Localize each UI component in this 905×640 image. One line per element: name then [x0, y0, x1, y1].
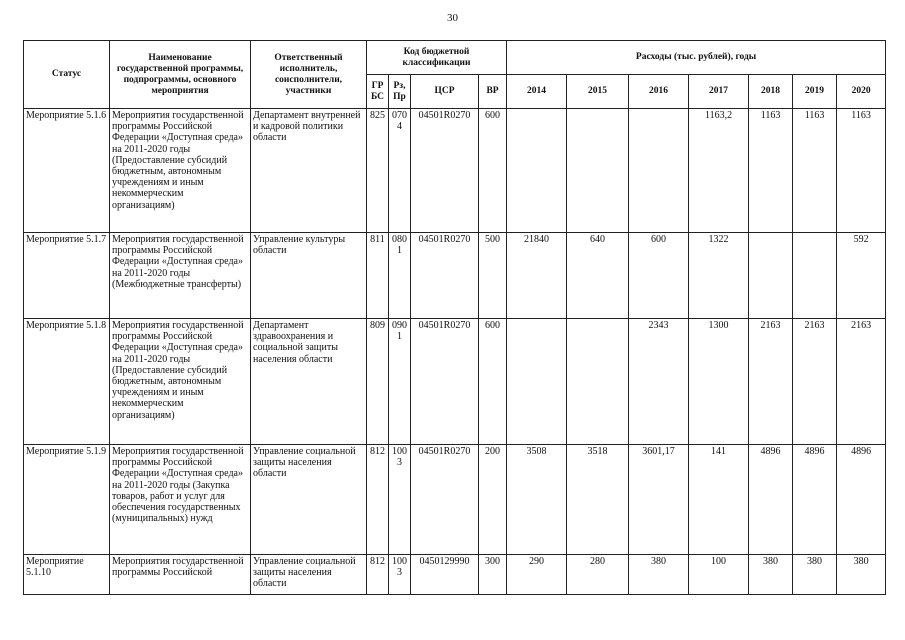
- row-status: Мероприятие 5.1.6: [24, 109, 110, 233]
- row-value: 3518: [567, 445, 629, 555]
- header-year: 2014: [507, 75, 567, 109]
- row-value: 380: [749, 555, 793, 595]
- row-value: 3601,17: [629, 445, 689, 555]
- row-name: Мероприятия государственной программы Российской Федерации «Доступная среда» на 2011-2020 годы (Закупка товаров, работ и услуг для обеспечения государственных (муниципальных) нужд: [110, 445, 251, 555]
- row-status: Мероприятие 5.1.10: [24, 555, 110, 595]
- row-vr: 600: [479, 109, 507, 233]
- table-row: [24, 109, 886, 233]
- header-executor: Ответственный исполнитель, соисполнители, участники: [251, 41, 367, 109]
- header-rzpr: Рз, Пр: [389, 75, 411, 109]
- row-rzpr: 0901: [389, 319, 411, 445]
- row-rzpr: 1003: [389, 445, 411, 555]
- budget-table: [23, 40, 886, 595]
- row-value: [507, 319, 567, 445]
- row-rzpr: 0801: [389, 233, 411, 319]
- row-value: [629, 109, 689, 233]
- row-grbs: 812: [367, 445, 389, 555]
- header-expenses: Расходы (тыс. рублей), годы: [507, 41, 886, 75]
- table-row: [24, 445, 886, 555]
- row-value: 1163: [837, 109, 886, 233]
- row-value: 2163: [837, 319, 886, 445]
- row-value: 380: [629, 555, 689, 595]
- row-executor: Управление культуры области: [251, 233, 367, 319]
- row-csr: 0450129990: [411, 555, 479, 595]
- row-value: 4896: [749, 445, 793, 555]
- row-executor: Управление социальной защиты населения области: [251, 555, 367, 595]
- row-status: Мероприятие 5.1.7: [24, 233, 110, 319]
- header-year: 2020: [837, 75, 886, 109]
- row-executor: Департамент внутренней и кадровой политики области: [251, 109, 367, 233]
- page-number: 30: [447, 12, 458, 24]
- row-grbs: 811: [367, 233, 389, 319]
- row-value: 280: [567, 555, 629, 595]
- row-name: Мероприятия государственной программы Российской Федерации «Доступная среда» на 2011-2020 годы (Предоставление субсидий бюджетным, автономным учреждениям и иным некоммерческим организациям): [110, 319, 251, 445]
- table-row: [24, 319, 886, 445]
- row-value: 21840: [507, 233, 567, 319]
- row-vr: 200: [479, 445, 507, 555]
- row-value: 1163: [749, 109, 793, 233]
- row-value: 100: [689, 555, 749, 595]
- row-grbs: 809: [367, 319, 389, 445]
- header-year: 2015: [567, 75, 629, 109]
- row-name: Мероприятия государственной программы Российской Федерации «Доступная среда» на 2011-2020 годы (Предоставление субсидий бюджетным, автономным учреждениям и иным некоммерческим организациям): [110, 109, 251, 233]
- row-value: 380: [837, 555, 886, 595]
- row-status: Мероприятие 5.1.8: [24, 319, 110, 445]
- row-value: 2343: [629, 319, 689, 445]
- row-value: 592: [837, 233, 886, 319]
- header-csr: ЦСР: [411, 75, 479, 109]
- row-csr: 04501R0270: [411, 445, 479, 555]
- header-year: 2016: [629, 75, 689, 109]
- row-value: 141: [689, 445, 749, 555]
- header-vr: ВР: [479, 75, 507, 109]
- row-value: 2163: [749, 319, 793, 445]
- row-value: 4896: [793, 445, 837, 555]
- row-value: [793, 233, 837, 319]
- table-row: [24, 555, 886, 595]
- row-csr: 04501R0270: [411, 109, 479, 233]
- row-value: 380: [793, 555, 837, 595]
- header-name: Наименование государственной программы, подпрограммы, основного мероприятия: [110, 41, 251, 109]
- header-status: Статус: [24, 41, 110, 109]
- row-rzpr: 1003: [389, 555, 411, 595]
- header-row-top: [24, 41, 886, 75]
- row-value: 1163: [793, 109, 837, 233]
- row-vr: 500: [479, 233, 507, 319]
- table-row: [24, 233, 886, 319]
- header-year: 2018: [749, 75, 793, 109]
- row-value: [507, 109, 567, 233]
- row-csr: 04501R0270: [411, 233, 479, 319]
- row-value: 2163: [793, 319, 837, 445]
- header-grbs: ГРБС: [367, 75, 389, 109]
- row-value: 3508: [507, 445, 567, 555]
- row-rzpr: 0704: [389, 109, 411, 233]
- row-value: 1163,2: [689, 109, 749, 233]
- row-value: [749, 233, 793, 319]
- row-value: 1322: [689, 233, 749, 319]
- row-csr: 04501R0270: [411, 319, 479, 445]
- header-year: 2017: [689, 75, 749, 109]
- row-name: Мероприятия государственной программы Российской: [110, 555, 251, 595]
- row-value: 1300: [689, 319, 749, 445]
- row-value: [567, 109, 629, 233]
- row-value: 290: [507, 555, 567, 595]
- row-vr: 600: [479, 319, 507, 445]
- row-value: 4896: [837, 445, 886, 555]
- row-value: [567, 319, 629, 445]
- header-year: 2019: [793, 75, 837, 109]
- row-vr: 300: [479, 555, 507, 595]
- row-name: Мероприятия государственной программы Российской Федерации «Доступная среда» на 2011-2020 годы (Межбюджетные трансферты): [110, 233, 251, 319]
- row-status: Мероприятие 5.1.9: [24, 445, 110, 555]
- row-grbs: 825: [367, 109, 389, 233]
- row-executor: Управление социальной защиты населения области: [251, 445, 367, 555]
- header-budget-code: Код бюджетной классификации: [367, 41, 507, 75]
- row-executor: Департамент здравоохранения и социальной защиты населения области: [251, 319, 367, 445]
- row-value: 640: [567, 233, 629, 319]
- row-value: 600: [629, 233, 689, 319]
- row-grbs: 812: [367, 555, 389, 595]
